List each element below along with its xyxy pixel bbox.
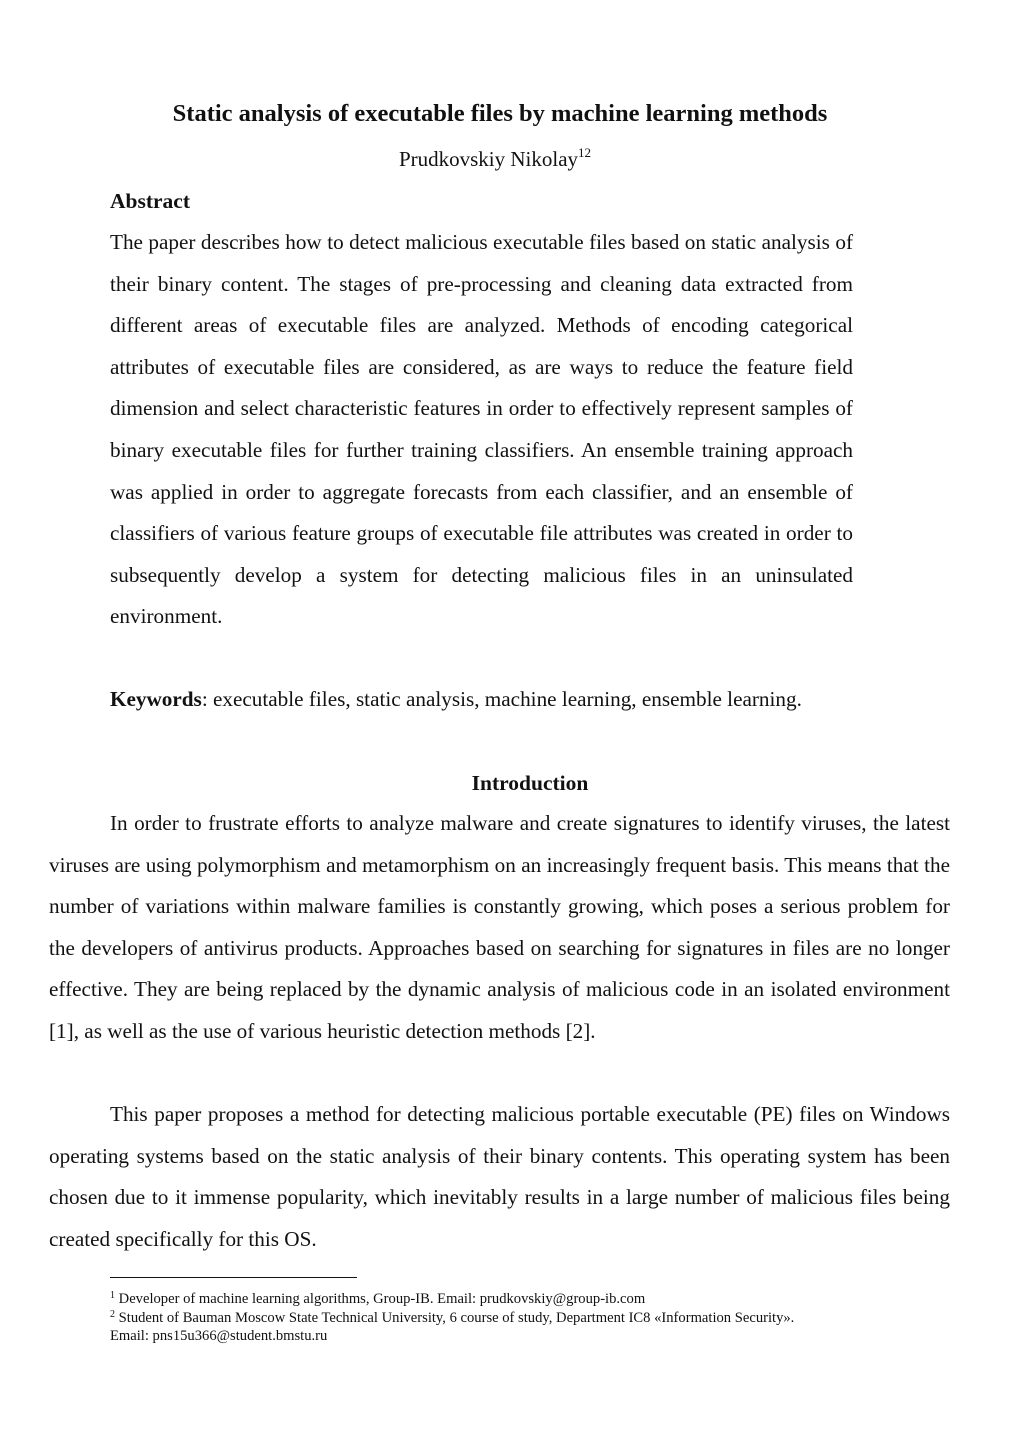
keywords-text: : executable files, static analysis, machine learning, ensemble learning. [201, 687, 802, 711]
footnote-1-mark: 1 [110, 1290, 115, 1301]
author-line [0, 144, 990, 174]
footnote-2 [110, 1309, 810, 1346]
footnotes [110, 1290, 810, 1346]
introduction-paragraph-1: In order to frustrate efforts to analyze malware and create signatures to identify viruses, the latest viruses are using polymorphism and metamorphism on an increasingly frequent basis. This means that the number of variations within malware families is constantly growing, which poses a serious problem for the developers of antivirus products. Approaches based on searching for signatures in files are no longer effective. They are being replaced by the dynamic analysis of malicious code in an isolated environment [1], as well as the use of various heuristic detection methods [2]. [49, 811, 950, 1043]
keywords-line [110, 679, 853, 721]
author-footnote-marks: 12 [578, 145, 592, 160]
footnote-separator [110, 1277, 357, 1278]
introduction-heading: Introduction [471, 771, 589, 795]
footnote-2-mark: 2 [110, 1308, 115, 1320]
keywords-label: Keywords [110, 687, 202, 711]
footnote-1-text: Developer of machine learning algorithms, Group-IB. Email: prudkovskiy@group-ib.com [115, 1291, 646, 1307]
abstract-heading: Abstract [110, 189, 191, 213]
abstract-text: The paper describes how to detect malicious executable files based on static analysis of their binary content. The stages of pre-processing and cleaning data extracted from different areas of executable files are analyzed. Methods of encoding categorical attributes of executable files are considered, as are ways to reduce the feature field dimension and select characteristic features in order to effectively represent samples of binary executable files for further training classifiers. An ensemble training approach was applied in order to aggregate forecasts from each classifier, and an ensemble of classifiers of various feature groups of executable file attributes was created in order to subsequently develop a system for detecting malicious files in an uninsulated environment. [110, 230, 853, 629]
footnote-2-text: Student of Bauman Moscow State Technical University, 6 course of study, Department IC8 «Information Security». Email: pns15u366@student.bmstu.ru [110, 1309, 795, 1344]
paper-title: Static analysis of executable files by machine learning methods [172, 100, 828, 127]
introduction-paragraph-2: This paper proposes a method for detecting malicious portable executable (PE) files on Windows operating systems based on the static analysis of their binary contents. This operating system has been chosen due to it immense popularity, which inevitably results in a large number of malicious files being created specifically for this OS. [49, 1102, 950, 1251]
author-name: Prudkovskiy Nikolay [398, 147, 579, 171]
footnote-1 [110, 1290, 810, 1309]
